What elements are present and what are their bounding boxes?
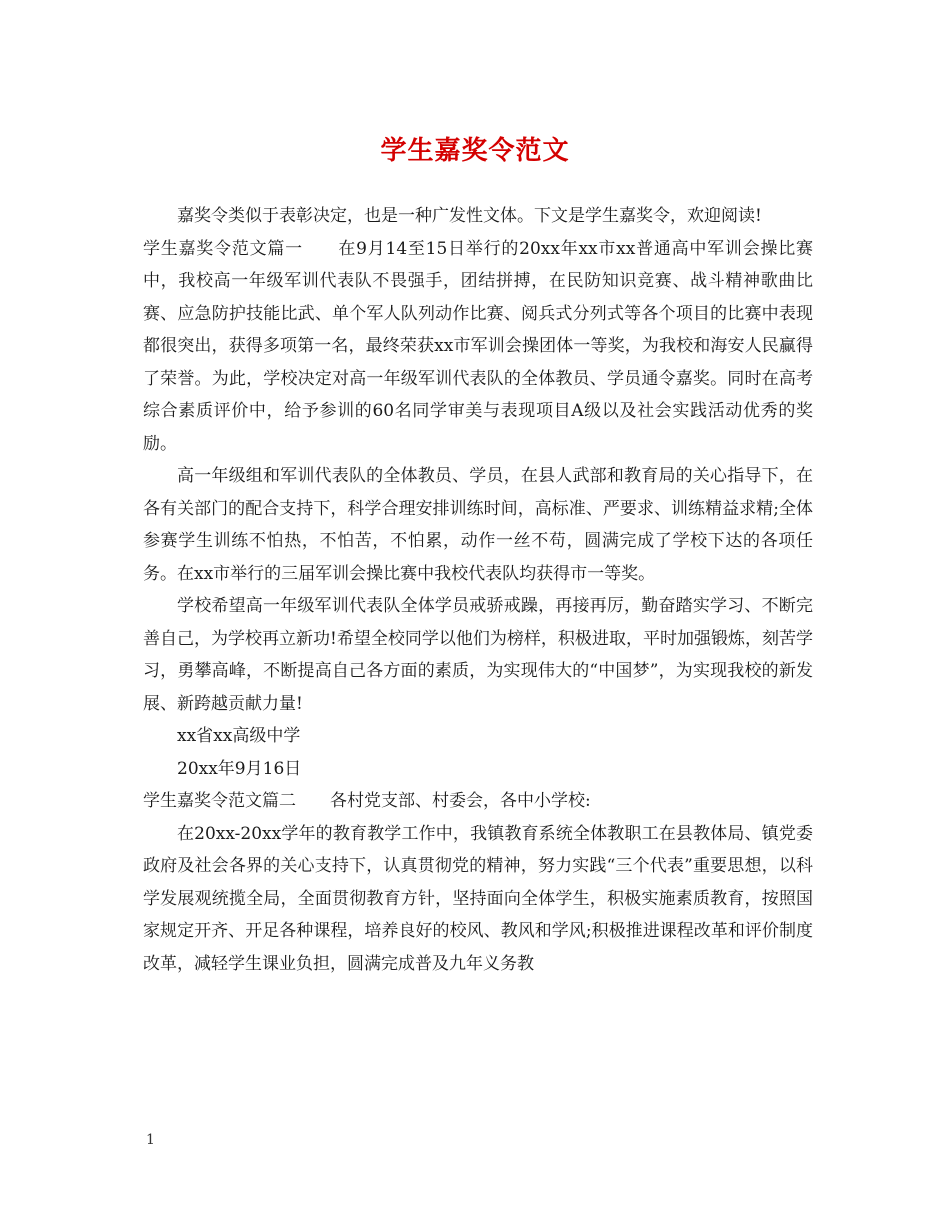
- intro-paragraph: 嘉奖令类似于表彰决定，也是一种广发性文体。下文是学生嘉奖令，欢迎阅读!: [177, 206, 762, 226]
- document-title: 学生嘉奖令范文: [380, 136, 570, 166]
- page-number: 1: [146, 1132, 155, 1148]
- section-one-paragraph: 学生嘉奖令范文篇一 在9月14至15日举行的20xx年xx市xx普通高中军训会操比赛中，我校高一年级军训代表队不畏强手，团结拼搏，在民防知识竞赛、战斗精神歌曲比赛、应急防护技能比武、单个军人队列动作比赛、阅兵式分列式等各个项目的比赛中表现都很突出，获得多项第一名，最终荣获xx市军训会操团体一等奖，为我校和海安人民赢得了荣誉。为此，学校决定对高一年级军训代表队的全体教员、学员通令嘉奖。同时在高考综合素质评价中，给予参训的60名同学审美与表现项目A级以及社会实践活动优秀的奖励。: [143, 238, 813, 454]
- hope-paragraph: 学校希望高一年级军训代表队全体学员戒骄戒躁，再接再厉，勤奋踏实学习、不断完善自己，为学校再立新功!希望全校同学以他们为榜样，积极进取，平时加强锻炼，刻苦学习，勇攀高峰，不断提高自己各方面的素质，为实现伟大的“中国梦”，为实现我校的新发展、新跨越贡献力量!: [143, 596, 813, 714]
- education-paragraph: 在20xx-20xx学年的教育教学工作中，我镇教育系统全体教职工在县教体局、镇党委政府及社会各界的关心支持下，认真贯彻党的精神，努力实践“三个代表”重要思想，以科学发展观统揽全局，全面贯彻教育方针，坚持面向全体学生，积极实施素质教育，按照国家规定开齐、开足各种课程，培养良好的校风、教风和学风;积极推进课程改革和评价制度改革，减轻学生课业负担，圆满完成普及九年义务教: [143, 823, 813, 974]
- signature-line: xx省xx高级中学: [177, 726, 301, 746]
- section-two-heading: 学生嘉奖令范文篇二 各村党支部、村委会，各中小学校:: [143, 791, 591, 811]
- training-paragraph: 高一年级组和军训代表队的全体教员、学员，在县人武部和教育局的关心指导下，在各有关部门的配合支持下，科学合理安排训练时间，高标准、严要求、训练精益求精;全体参赛学生训练不怕热，不怕苦，不怕累，动作一丝不苟，圆满完成了学校下达的各项任务。在xx市举行的三届军训会操比赛中我校代表队均获得市一等奖。: [143, 466, 813, 584]
- document-body: [143, 200, 813, 980]
- date-line: 20xx年9月16日: [177, 758, 302, 779]
